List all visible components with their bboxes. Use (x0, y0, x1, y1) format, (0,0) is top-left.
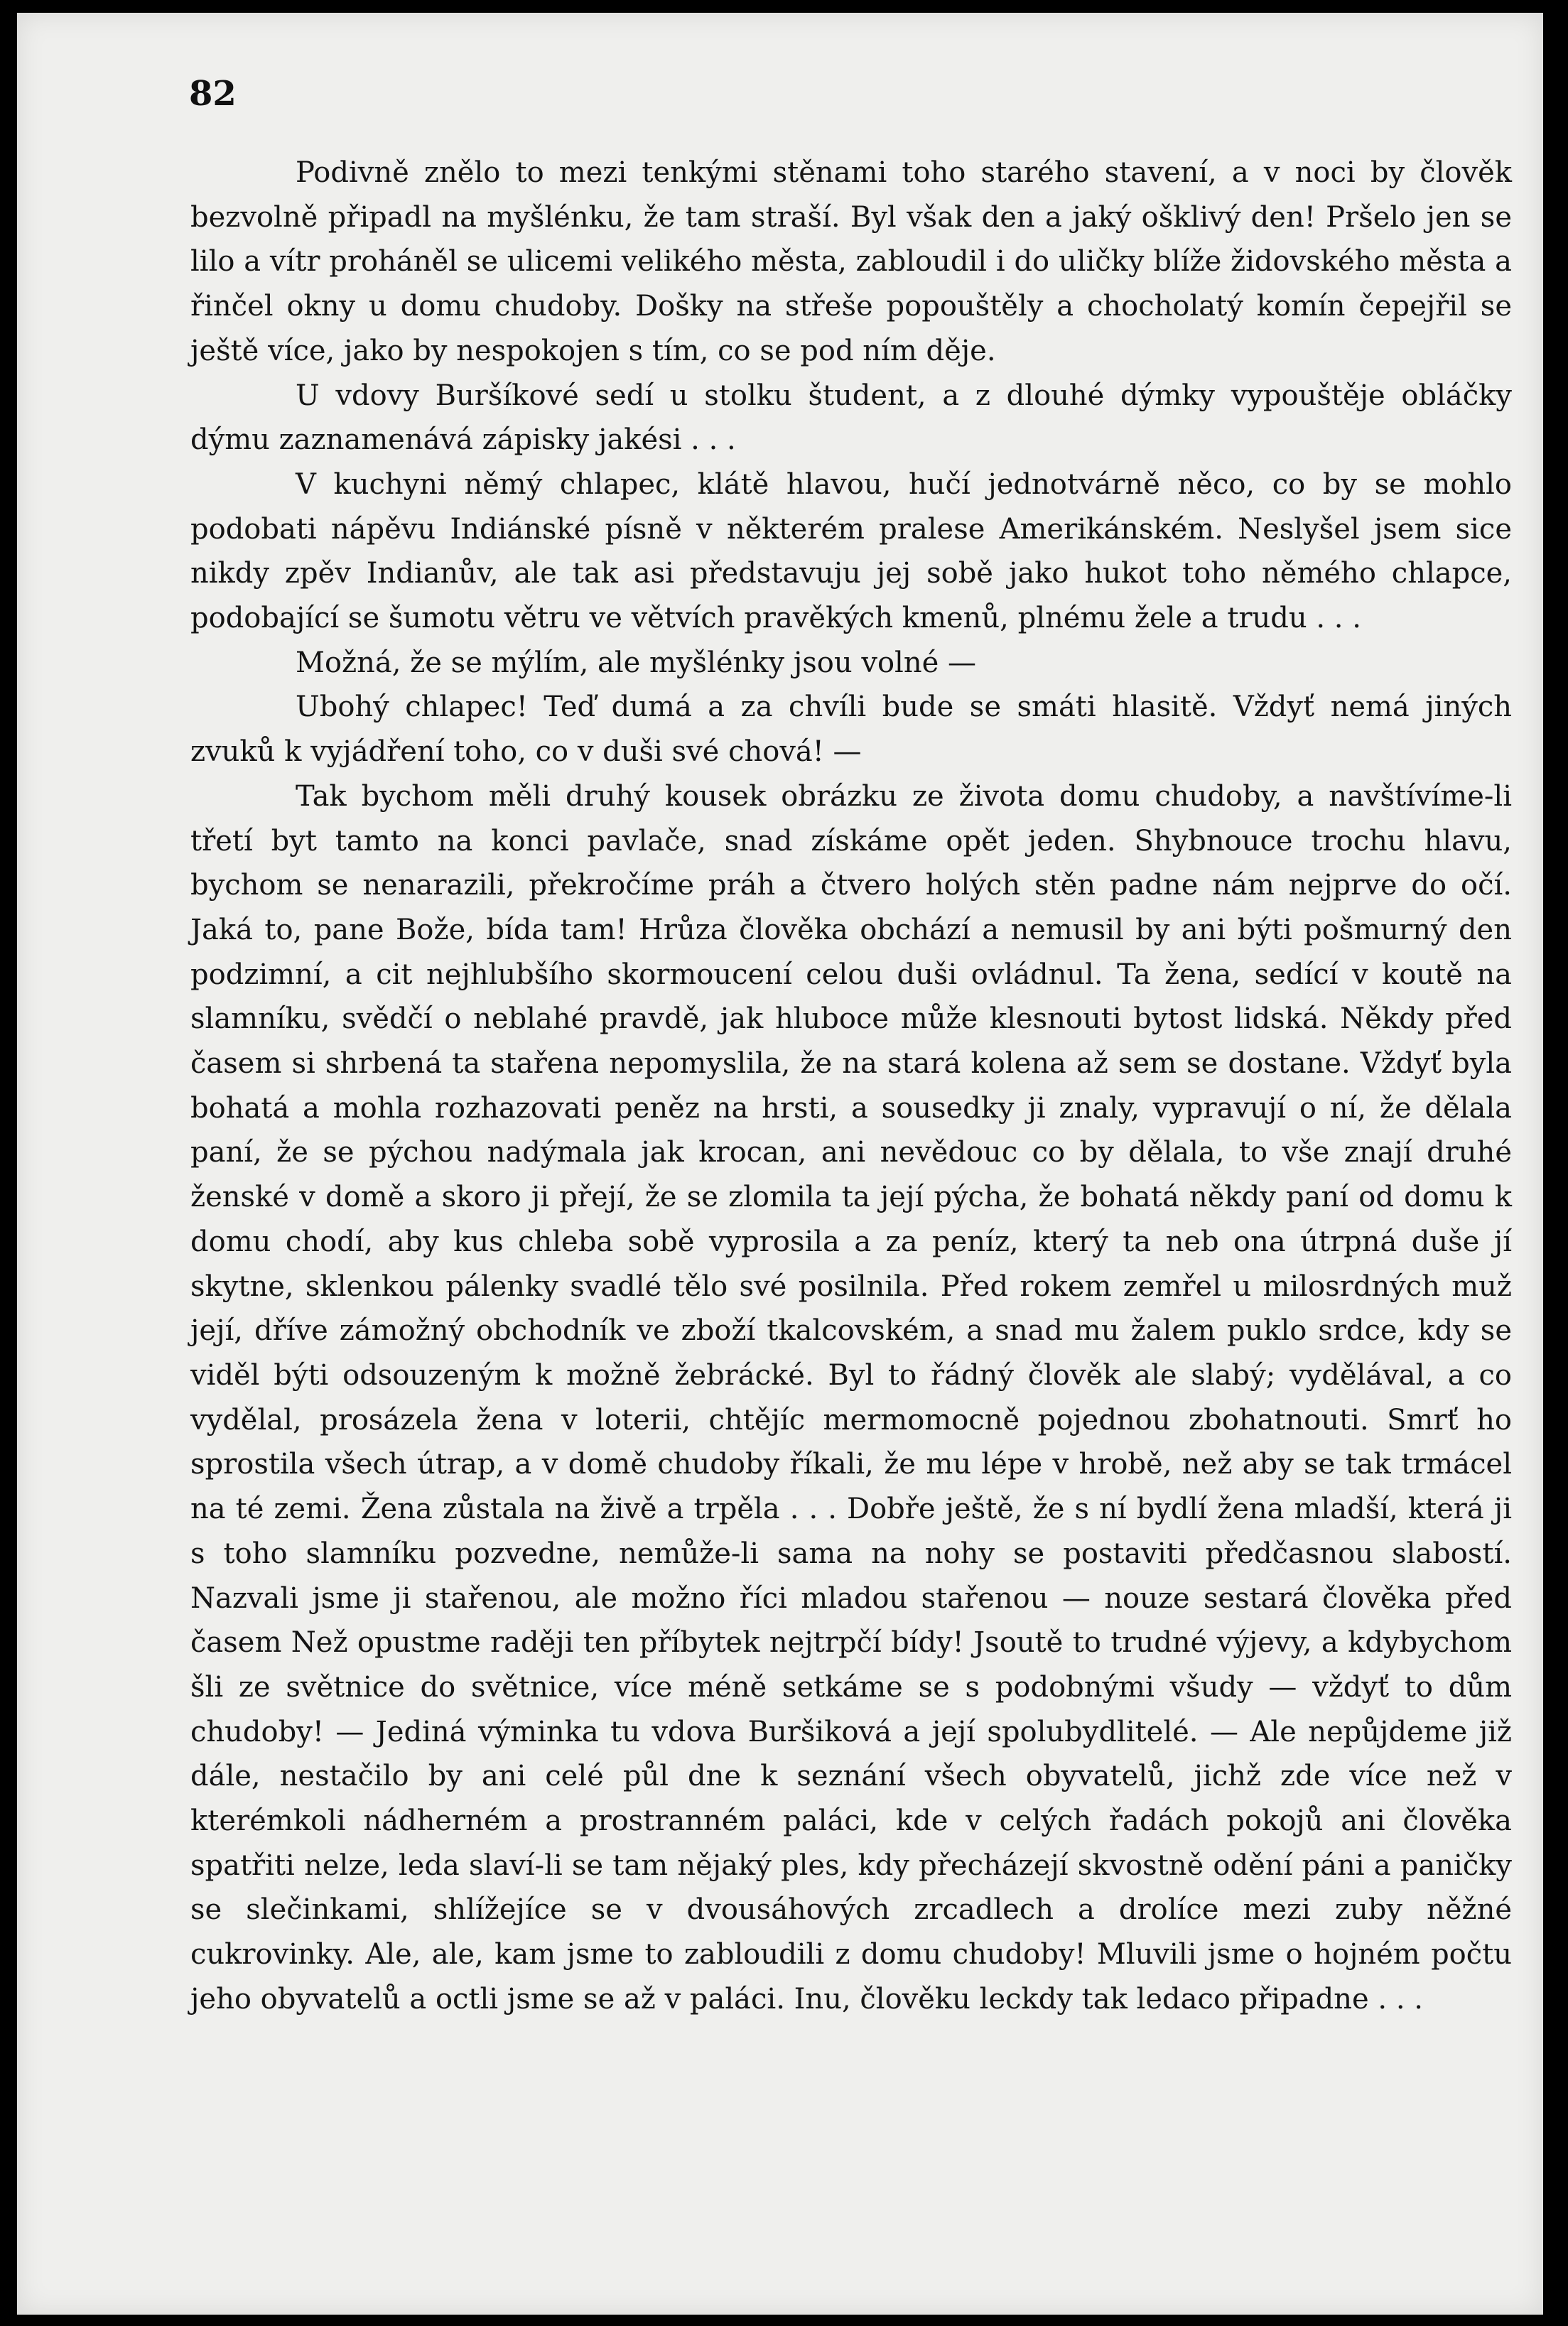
paragraph: Ubohý chlapec! Teď dumá a za chvíli bude se smáti hlasitě. Vždyť nemá jiných zvuků k vyjádření toho, co v duši své chová! — (190, 691, 1512, 769)
page-number: 82 (189, 74, 237, 114)
paragraph: U vdovy Buršíkové sedí u stolku študent, a z dlouhé dýmky vypouštěje obláčky dýmu zaznamenává zápisky jakési . . . (190, 379, 1512, 457)
paragraph: Tak bychom měli druhý kousek obrázku ze života domu chudoby, a navštívíme-li třetí byt tamto na konci pavlače, snad získáme opět jeden. Shybnouce trochu hlavu, bychom se nenarazili, překročíme práh a čtvero holých stěn padne nám nejprve do očí. Jaká to, pane Bože, bída tam! Hrůza člověka obchází a nemusil by ani býti pošmurný den podzimní, a cit nejhlubšího skormoucení celou duši ovládnul. Ta žena, sedící v koutě na slamníku, svědčí o neblahé pravdě, jak hluboce může klesnouti bytost lidská. Někdy před časem si shrbená ta stařena nepomyslila, že na stará kolena až sem se dostane. Vždyť byla bohatá a mohla rozhazovati peněz na hrsti, a sousedky ji znaly, vypravují o ní, že dělala paní, že se pýchou nadýmala jak krocan, ani nevědouc co by dělala, to vše znají druhé ženské v domě a skoro ji přejí, že se zlomila ta její pýcha, že bohatá někdy paní od domu k domu chodí, aby kus chleba sobě vyprosila a za peníz, který ta neb ona útrpná duše jí skytne, sklenkou pálenky svadlé tělo své posilnila. Před rokem zemřel u milosrdných muž její, dříve zámožný obchodník ve zboží tkalcovském, a snad mu žalem puklo srdce, kdy se viděl býti odsouzeným k možně žebrácké. Byl to řádný člověk ale slabý; vydělával, a co vydělal, prosázela žena v loterii, chtějíc mermomocně pojednou zbohatnouti. Smrť ho sprostila všech útrap, a v domě chudoby říkali, že mu lépe v hrobě, než aby se tak trmácel na té zemi. Žena zůstala na živě a trpěla . . . Dobře ještě, že s ní bydlí žena mladší, která ji s toho slamníku pozvedne, nemůže-li sama na nohy se postaviti předčasnou slabostí. Nazvali jsme ji stařenou, ale možno říci mladou stařenou — nouze sestará člověka před časem Než opustme raději ten příbytek nejtrpčí bídy! Jsoutě to trudné výjevy, a kdybychom šli ze světnice do světnice, více méně setkáme se s podobnými všudy — vždyť to dům chudoby! — Jediná výminka tu vdova Buršiková a její spolubydlitelé. — Ale nepůjdeme již dále, nestačilo by ani celé půl dne k seznání všech obyvatelů, jichž zde více než v kterémkoli nádherném a prostranném paláci, kde v celých řadách pokojů ani člověka spatřiti nelze, leda slaví-li se tam nějaký ples, kdy přecházejí skvostně odění páni a paničky se slečinkami, shlížejíce se v dvousáhových zrcadlech a drolíce mezi zuby něžné cukrovinky. Ale, ale, kam jsme to zabloudili z domu chudoby! Mluvili jsme o hojném počtu jeho obyvatelů a octli jsme se až v paláci. Inu, člověku leckdy tak ledaco připadne . . . (190, 779, 1512, 2016)
book-page (17, 13, 1543, 2315)
paragraph: Možná, že se mýlím, ale myšlénky jsou volné — (296, 646, 976, 679)
paragraph: Podivně znělo to mezi tenkými stěnami toho starého stavení, a v noci by člověk bezvolně připadl na myšlénku, že tam straší. Byl však den a jaký ošklivý den! Pršelo jen se lilo a vítr proháněl se ulicemi velikého města, zabloudil i do uličky blíže židovského města a řinčel okny u domu chudoby. Došky na střeše popouštěly a chocholatý komín čepejřil se ještě více, jako by nespokojen s tím, co se pod ním děje. (190, 156, 1512, 367)
body-text (190, 151, 1512, 2022)
paragraph: V kuchyni němý chlapec, klátě hlavou, hučí jednotvárně něco, co by se mohlo podobati nápěvu Indiánské písně v některém pralese Amerikánském. Neslyšel jsem sice nikdy zpěv Indianův, ale tak asi představuju jej sobě jako hukot toho němého chlapce, podobající se šumotu větru ve větvích pravěkých kmenů, plnému žele a trudu . . . (190, 467, 1512, 635)
